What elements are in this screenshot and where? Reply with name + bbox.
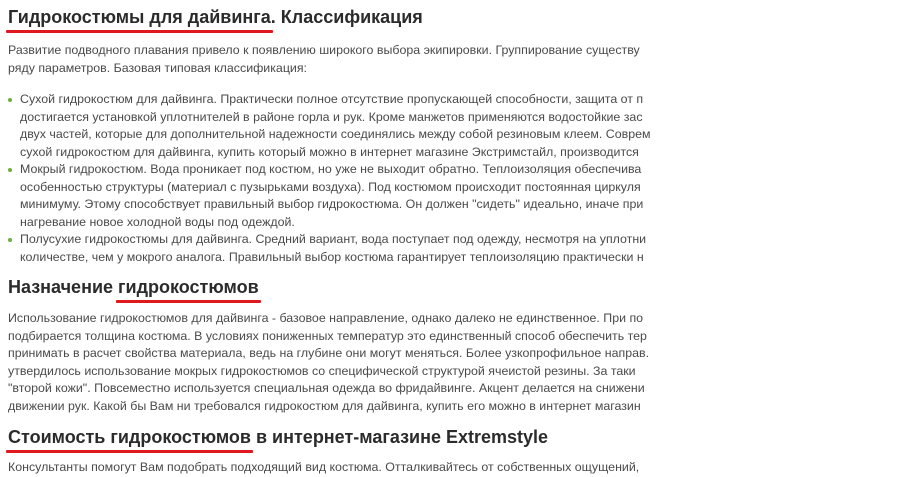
list-item — [8, 161, 908, 231]
heading-purpose-before: Назначение — [8, 277, 119, 297]
list-item-line: Сухой гидрокостюм для дайвинга. Практически полное отсутствие пропускающей способности, защита от п — [20, 92, 644, 106]
purpose-paragraph — [8, 310, 908, 415]
list-item-line: особенностью структуры (материал с пузырьками воздуха). Под костюмом происходит постоянная циркуля — [20, 179, 641, 194]
heading-cost-underlined: Стоимость гидрокостюмов — [8, 427, 251, 447]
list-item-line: Полусухие гидрокостюмы для дайвинга. Средний вариант, вода поступает под одежду, несмотря на уплотни — [20, 232, 647, 246]
list-item-line: Мокрый гидрокостюм. Вода проникает под костюм, но уже не выходит обратно. Теплоизоляция обеспечива — [20, 162, 642, 176]
intro-line: Развитие подводного плавания привело к появлению широкого выбора экипировки. Группирование существу — [8, 43, 640, 57]
cost-line: Консультанты помогут Вам подобрать подходящий вид костюма. Отталкивайтесь от собственных ощущений, — [8, 460, 640, 474]
bullet-dot — [8, 98, 12, 102]
list-item-line: сухой гидрокостюм для дайвинга, купить который можно в интернет магазине Экстримстайл, производится — [20, 144, 639, 159]
purpose-line: утвердилось использование мокрых гидрокостюмов со специфической структурой ячеистой резины. За таки — [8, 363, 636, 378]
list-item-line: двух частей, которые для дополнительной надежности соединялись между собой резиновым клеем. Соврем — [20, 127, 651, 141]
heading-classification — [8, 5, 908, 29]
purpose-line: Использование гидрокостюмов для дайвинга - базовое направление, однако далеко не единственное. При по — [8, 311, 644, 325]
intro-paragraph — [8, 42, 908, 77]
heading-purpose — [8, 275, 908, 299]
list-item-line: минимуму. Этому способствует правильный выбор гидрокостюма. Он должен "сидеть" идеально, иначе при — [20, 197, 644, 211]
intro-line: ряду параметров. Базовая типовая классификация: — [8, 60, 307, 75]
cost-paragraph — [8, 459, 908, 477]
purpose-line: движении рук. Какой бы Вам ни требовался гидрокостюм для дайвинга, купить его можно в интернет магазин — [8, 398, 641, 413]
heading-cost-rest: в интернет-магазине Extremstyle — [250, 427, 549, 447]
heading-classification-underlined: Гидрокостюмы для дайвинга — [8, 7, 271, 27]
classification-list — [8, 91, 908, 266]
list-item-line: достигается установкой уплотнителей в районе горла и рук. Кроме манжетов применяются водостойкие зас — [20, 109, 643, 124]
purpose-line: "второй кожи". Повсеместно используется специальная одежда во фридайвинге. Акцент делается на снижени — [8, 381, 645, 395]
purpose-line: подбирается толщина костюма. В условиях пониженных температур это единственный способ обеспечить тер — [8, 328, 647, 343]
list-item-line: нагревание новое холодной воды под одеждой. — [20, 214, 295, 229]
purpose-line: принимать в расчет свойства материала, ведь на глубине они могут меняться. Более узкопрофильное направ. — [8, 346, 650, 360]
article-content — [8, 5, 908, 477]
list-item-line: количестве, чем у мокрого аналога. Правильный выбор костюма гарантирует теплоизоляцию практически н — [20, 249, 644, 264]
bullet-dot — [8, 168, 12, 172]
heading-classification-rest: . Классификация — [270, 7, 423, 27]
bullet-dot — [8, 238, 12, 242]
heading-purpose-underlined: гидрокостюмов — [118, 277, 259, 297]
list-item — [8, 91, 908, 161]
heading-cost — [8, 425, 908, 449]
list-item — [8, 231, 908, 266]
